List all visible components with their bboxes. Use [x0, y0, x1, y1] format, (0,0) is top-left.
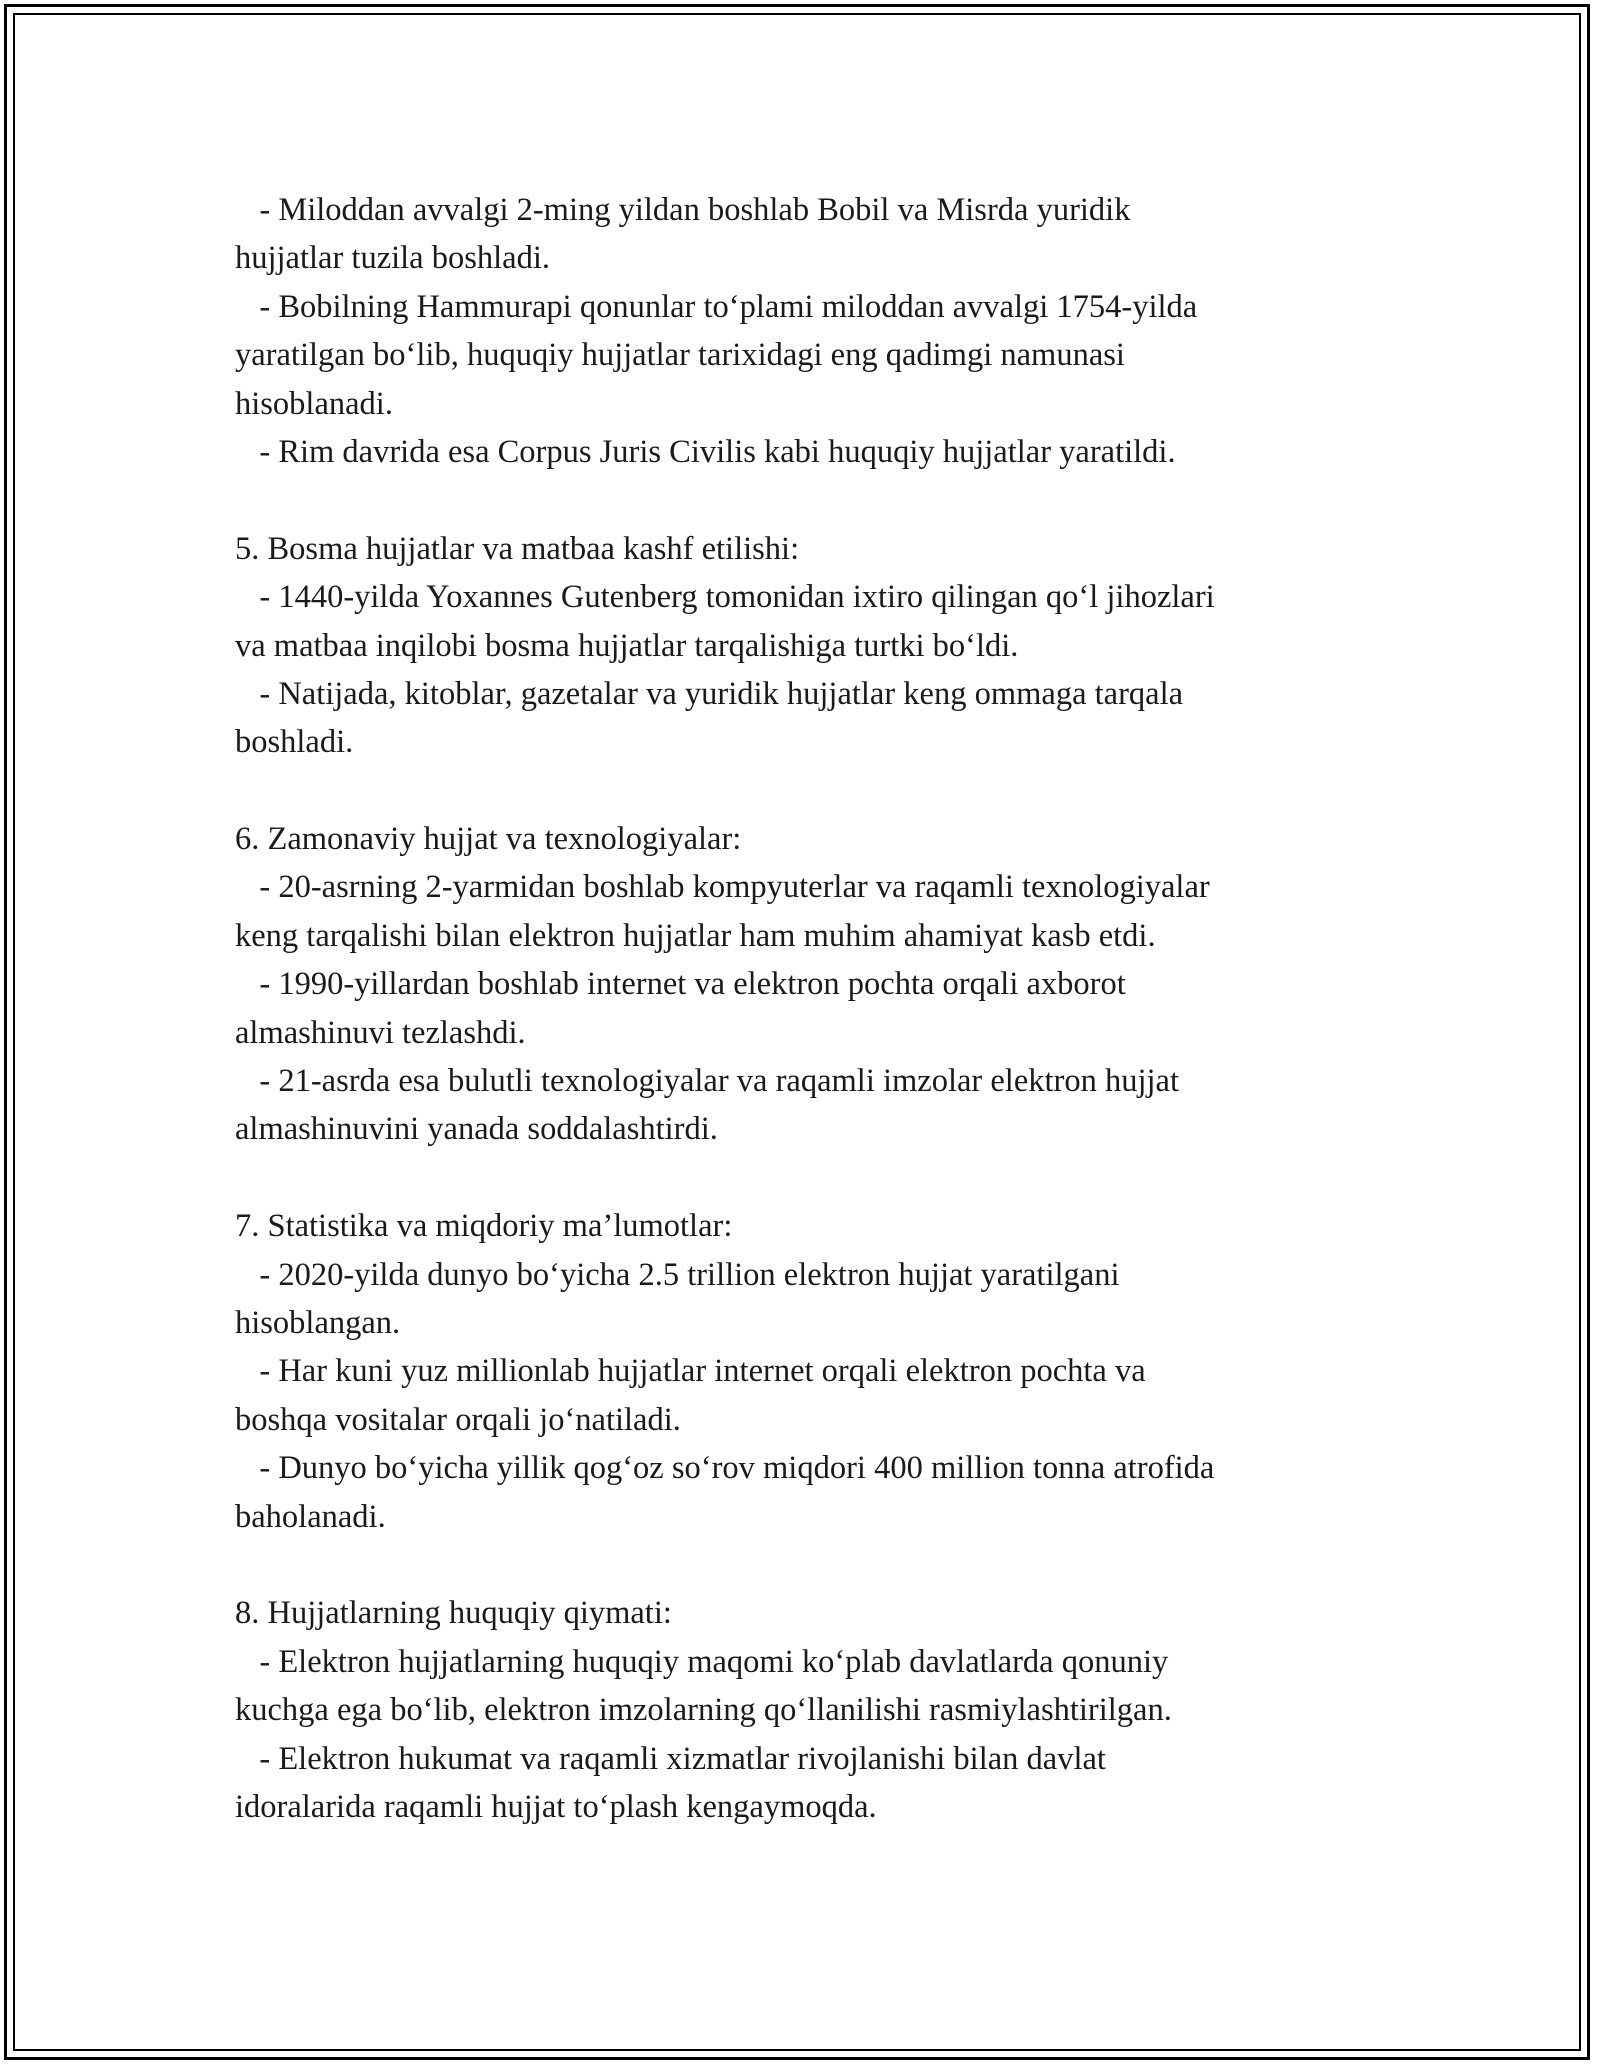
paragraph-line: - 2020-yilda dunyo bo‘yicha 2.5 trillion elektron hujjat yaratilgani: [235, 1256, 1120, 1293]
section-heading: 5. Bosma hujjatlar va matbaa kashf etilishi:: [235, 530, 800, 567]
section-heading: 7. Statistika va miqdoriy ma’lumotlar:: [235, 1208, 733, 1245]
paragraph-line: boshqa vositalar orqali jo‘natiladi.: [235, 1401, 681, 1438]
paragraph-line: baholanadi.: [235, 1498, 386, 1535]
paragraph-line: - 21-asrda esa bulutli texnologiyalar va raqamli imzolar elektron hujjat: [235, 1063, 1179, 1100]
blank-line: [235, 476, 1365, 524]
paragraph-line: almashinuvini yanada soddalashtirdi.: [235, 1111, 718, 1148]
paragraph-line: - Elektron hukumat va raqamli xizmatlar rivojlanishi bilan davlat: [235, 1740, 1106, 1777]
paragraph-line: va matbaa inqilobi bosma hujjatlar tarqalishiga turtki bo‘ldi.: [235, 627, 1019, 664]
paragraph-line: - Rim davrida esa Corpus Juris Civilis kabi huquqiy hujjatlar yaratildi.: [235, 433, 1176, 470]
paragraph-line: - 1990-yillardan boshlab internet va elektron pochta orqali axborot: [235, 966, 1126, 1003]
paragraph-line: - 20-asrning 2-yarmidan boshlab kompyuterlar va raqamli texnologiyalar: [235, 869, 1210, 906]
paragraph-line: - Bobilning Hammurapi qonunlar to‘plami miloddan avvalgi 1754-yilda: [235, 288, 1198, 325]
paragraph-line: hujjatlar tuzila boshladi.: [235, 240, 550, 277]
paragraph-line: almashinuvi tezlashdi.: [235, 1014, 526, 1051]
blank-line: [235, 1541, 1365, 1589]
paragraph-line: boshladi.: [235, 724, 354, 761]
blank-line: [235, 767, 1365, 815]
paragraph-line: kuchga ega bo‘lib, elektron imzolarning qo‘llanilishi rasmiylashtirilgan.: [235, 1692, 1172, 1729]
section-heading: 6. Zamonaviy hujjat va texnologiyalar:: [235, 821, 742, 858]
paragraph-line: - Miloddan avvalgi 2-ming yildan boshlab Bobil va Misrda yuridik: [235, 192, 1131, 228]
paragraph-line: yaratilgan bo‘lib, huquqiy hujjatlar tarixidagi eng qadimgi namunasi: [235, 337, 1125, 374]
paragraph-line: idoralarida raqamli hujjat to‘plash kengaymoqda.: [235, 1788, 877, 1825]
paragraph-line: - Dunyo bo‘yicha yillik qog‘oz so‘rov miqdori 400 million tonna atrofida: [235, 1450, 1215, 1487]
paragraph-line: keng tarqalishi bilan elektron hujjatlar ham muhim ahamiyat kasb etdi.: [235, 917, 1156, 954]
paragraph-line: - Natijada, kitoblar, gazetalar va yuridik hujjatlar keng ommaga tarqala: [235, 675, 1184, 712]
blank-line: [235, 1154, 1365, 1202]
section-heading: 8. Hujjatlarning huquqiy qiymati:: [235, 1595, 672, 1632]
paragraph-line: - Har kuni yuz millionlab hujjatlar internet orqali elektron pochta va: [235, 1353, 1146, 1390]
document-body: [235, 186, 1365, 1831]
paragraph-line: hisoblangan.: [235, 1304, 401, 1341]
paragraph-line: - Elektron hujjatlarning huquqiy maqomi ko‘plab davlatlarda qonuniy: [235, 1643, 1169, 1680]
paragraph-line: hisoblanadi.: [235, 385, 393, 422]
paragraph-line: - 1440-yilda Yoxannes Gutenberg tomonidan ixtiro qilingan qo‘l jihozlari: [235, 579, 1215, 616]
